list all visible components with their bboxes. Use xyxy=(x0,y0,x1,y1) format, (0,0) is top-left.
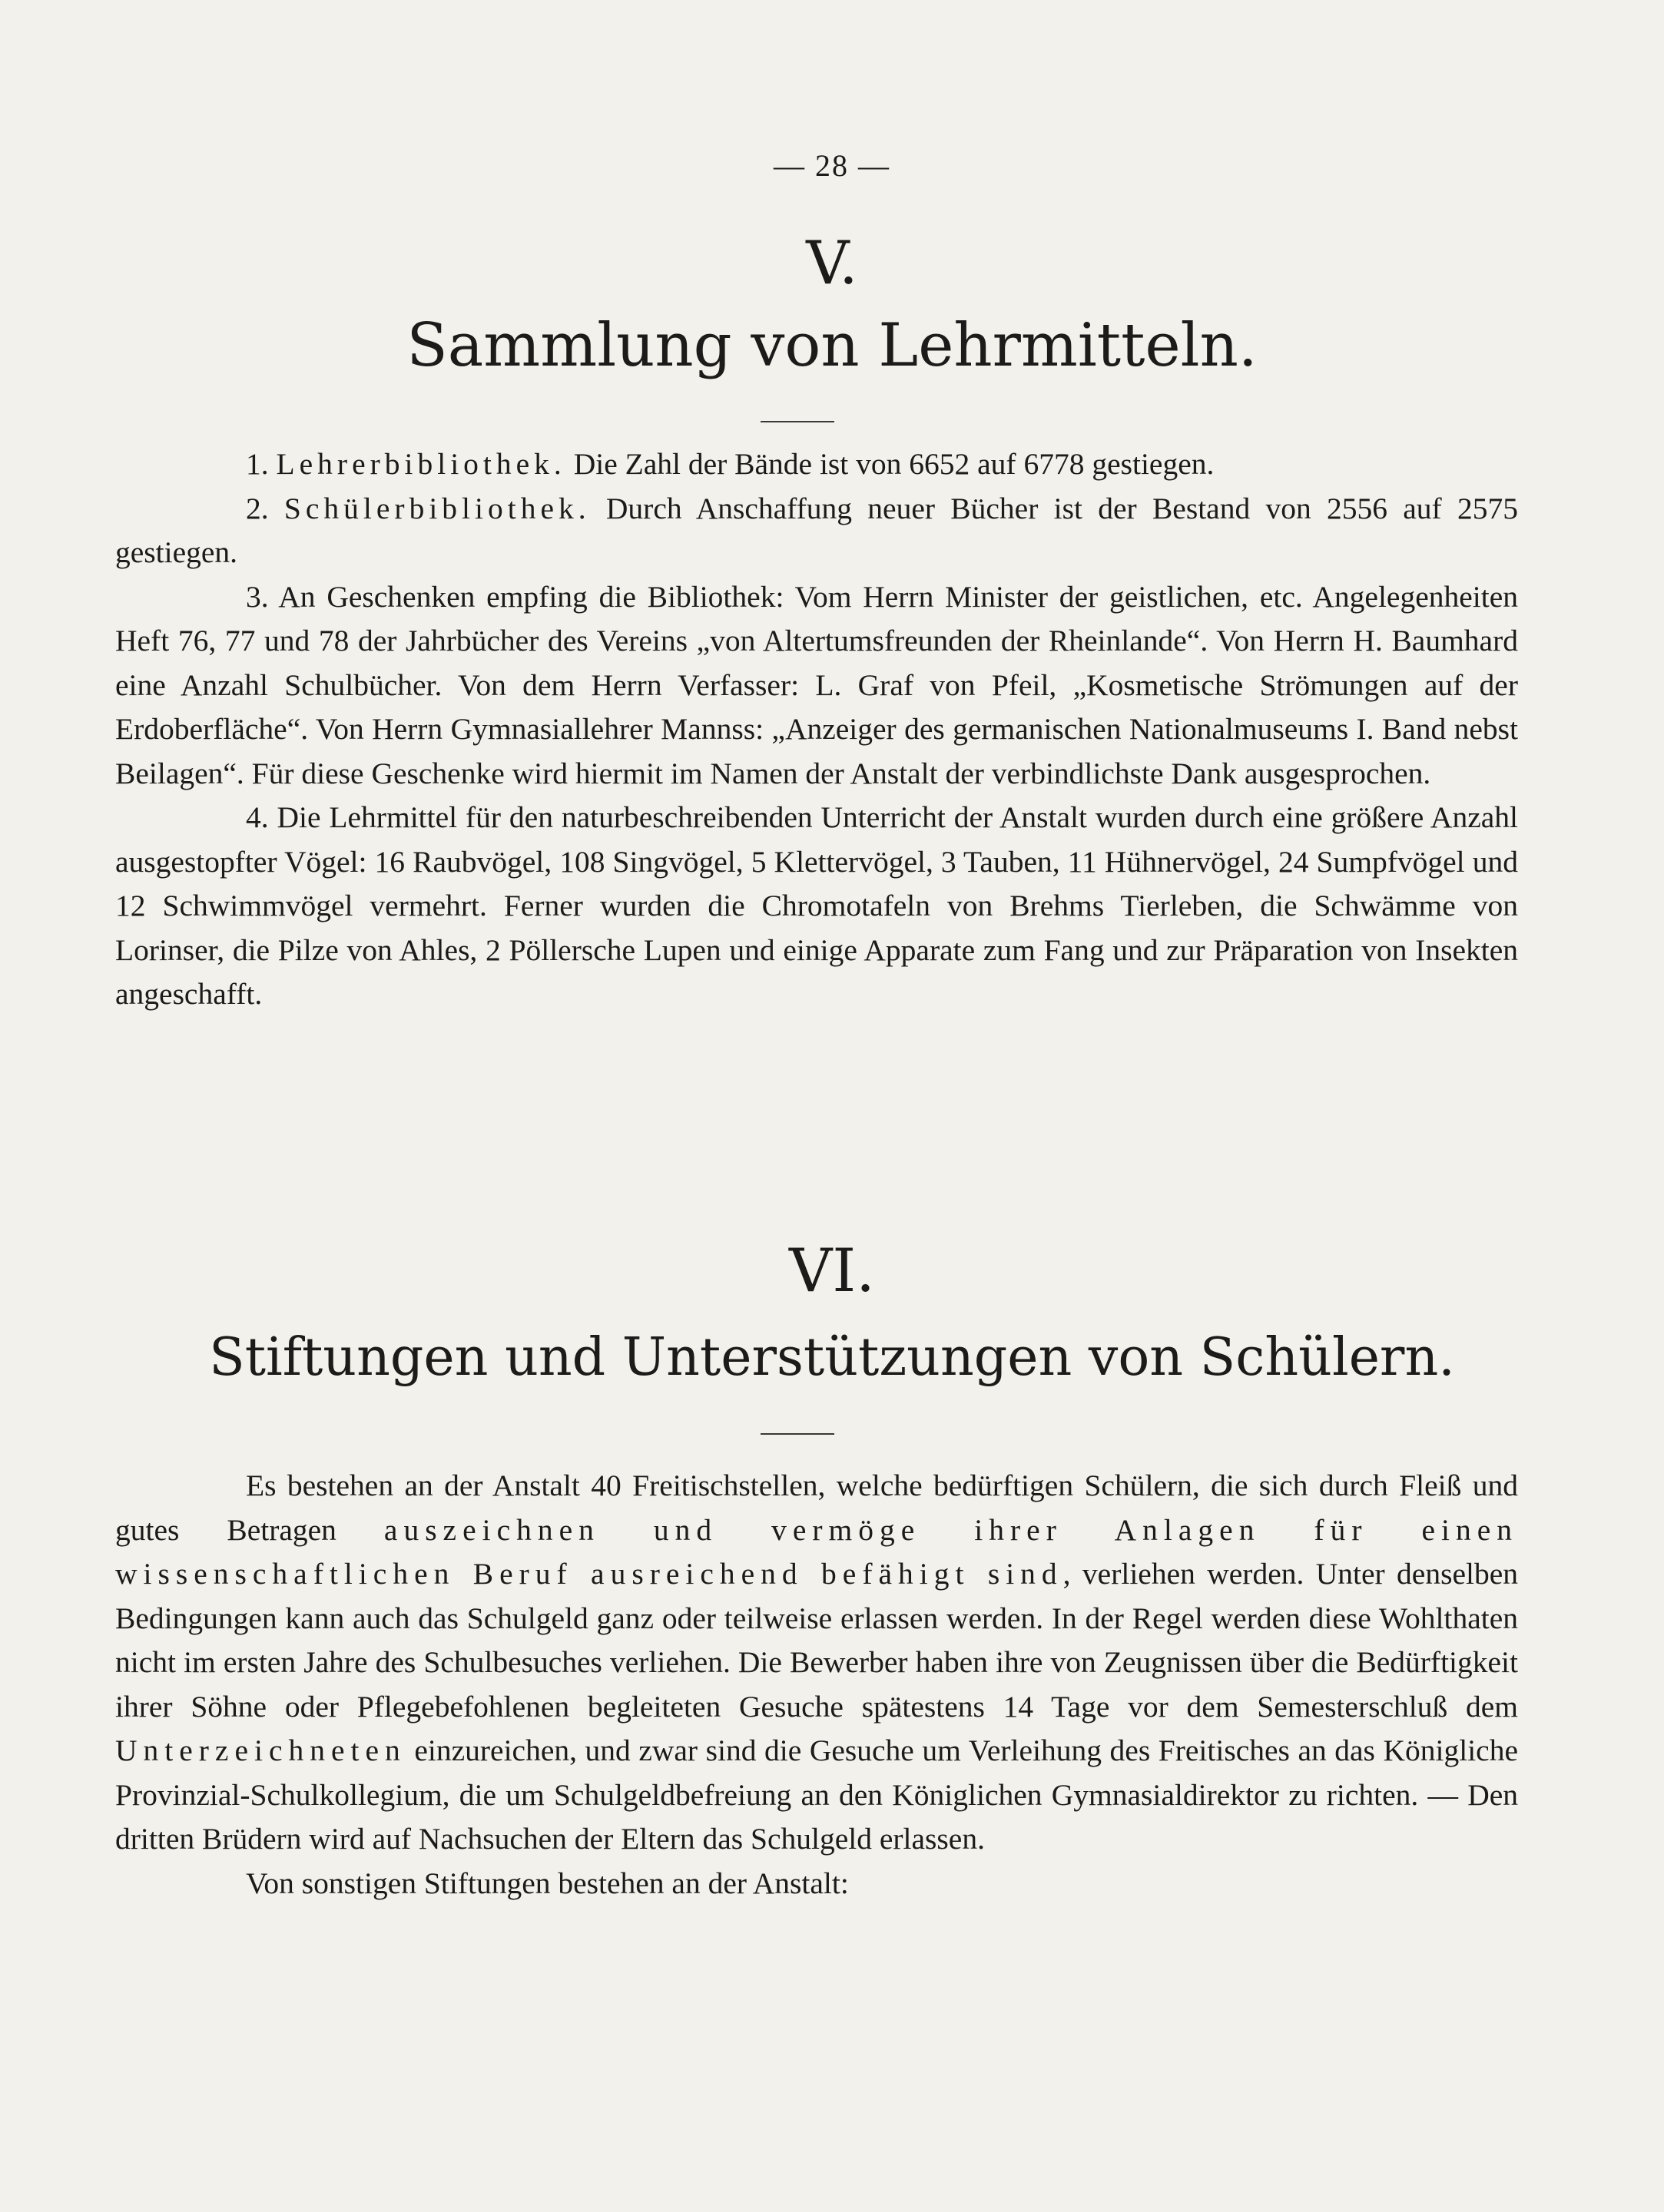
section-6-title: Stiftungen und Unterstützungen von Schülern. xyxy=(209,1327,1455,1388)
section-5-body xyxy=(115,442,1518,1017)
text-run: , verliehen werden. Unter denselben Bedingungen kann auch das Schulgeld ganz oder teilweise erlassen werden. In der Regel werden diese Wohlthaten nicht im ersten Jahre des Schulbesuches verliehen. Die Bewerber haben ihre von Zeugnissen über die Bedürftigkeit ihrer Söhne oder Pflegebefohlenen begleiteten Gesuche spätestens 14 Tage vor dem Semesterschluß dem xyxy=(115,1557,1518,1724)
item-text: Die Zahl der Bände ist von 6652 auf 6778 gestiegen. xyxy=(565,447,1215,481)
page-number: — 28 — xyxy=(774,148,890,183)
text-run: Es bestehen an der Anstalt 40 Freitischstellen, welche bedürftigen Schülern, die sich durch Fleiß und gutes Betragen xyxy=(115,1469,1518,1547)
paragraph-lehrerbibliothek xyxy=(115,442,1518,487)
item-label: Lehrerbibliothek. xyxy=(276,447,566,481)
section-5-numeral: V. xyxy=(806,229,858,298)
item-text: Durch Anschaffung neuer Bücher ist der Bestand von 2556 auf 2575 gestiegen. xyxy=(115,491,1518,569)
paragraph-lehrmittel: 4. Die Lehrmittel für den naturbeschreibenden Unterricht der Anstalt wurden durch eine größere Anzahl ausgestopfter Vögel: 16 Raubvögel, 108 Singvögel, 5 Klettervögel, 3 Tauben, 11 Hühnervögel, 24 Sumpfvögel und 12 Schwimmvögel vermehrt. Ferner wurden die Chromotafeln von Brehms Tierleben, die Schwämme von Lorinser, die Pilze von Ahles, 2 Pöllersche Lupen und einige Apparate zum Fang und zur Präparation von Insekten angeschafft. xyxy=(115,800,1518,1011)
spaced-text: Unterzeichneten xyxy=(115,1734,406,1767)
section-5-divider xyxy=(761,421,834,422)
paragraph-schuelerbibliothek xyxy=(115,487,1518,575)
paragraph-sonstige-stiftungen: Von sonstigen Stiftungen bestehen an der Anstalt: xyxy=(246,1866,849,1900)
section-5-title: Sammlung von Lehrmitteln. xyxy=(406,311,1258,380)
spaced-text: auszeichnen und vermöge ihrer Anlagen für einen wissenschaftlichen Beruf ausreichend befähigt sind xyxy=(115,1512,1518,1591)
section-6-divider xyxy=(761,1433,834,1435)
section-6-numeral: VI. xyxy=(789,1237,875,1306)
paragraph-freitischstellen xyxy=(115,1464,1518,1862)
item-number: 2. xyxy=(246,491,269,525)
text-run: einzureichen, und zwar sind die Gesuche um Verleihung des Freitisches an das Königliche Provinzial-Schulkollegium, die um Schulgeldbefreiung an den Königlichen Gymnasialdirektor zu richten. — Den dritten Brüdern wird auf Nachsuchen der Eltern das Schulgeld erlassen. xyxy=(115,1734,1518,1856)
paragraph-geschenke: 3. An Geschenken empfing die Bibliothek: Vom Herrn Minister der geistlichen, etc. Angelegenheiten Heft 76, 77 und 78 der Jahrbücher des Vereins „von Altertumsfreunden der Rheinlande“. Von Herrn H. Baumhard eine Anzahl Schulbücher. Von dem Herrn Verfasser: L. Graf von Pfeil, „Kosmetische Strömungen auf der Erdoberfläche“. Von Herrn Gymnasiallehrer Mannss: „Anzeiger des germanischen Nationalmuseums I. Band nebst Beilagen“. Für diese Geschenke wird hiermit im Namen der Anstalt der verbindlichste Dank ausgesprochen. xyxy=(115,579,1518,790)
item-number: 1. xyxy=(246,447,269,481)
item-label: Schülerbibliothek. xyxy=(283,491,591,525)
section-6-body xyxy=(115,1464,1518,1906)
